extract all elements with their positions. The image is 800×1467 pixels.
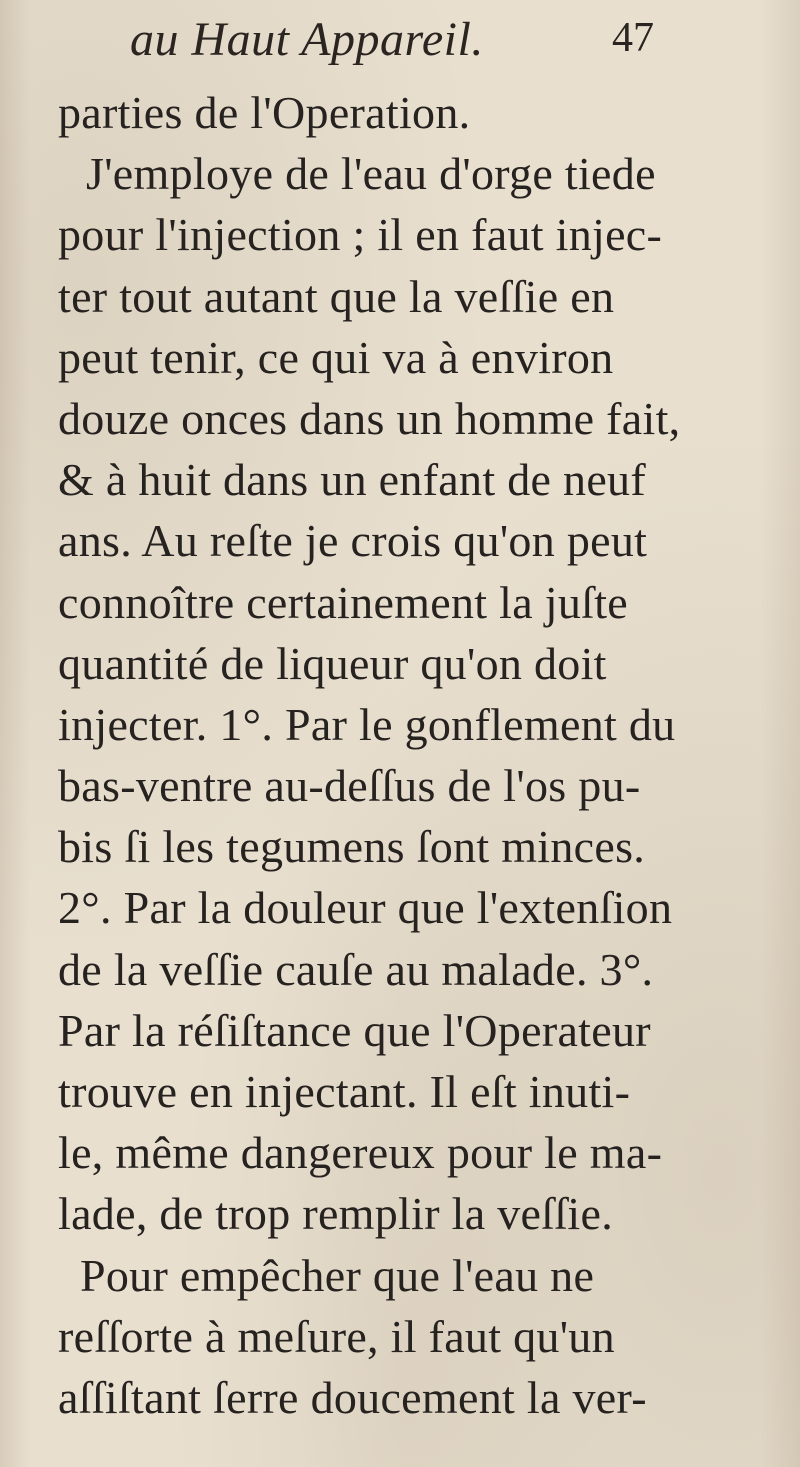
text-line: 2°. Par la douleur que l'extenſion <box>58 882 673 934</box>
text-line: bis ſi les tegumens ſont minces. <box>58 821 646 873</box>
text-line: quantité de liqueur qu'on doit <box>58 637 607 689</box>
text-line: parties de l'Operation. <box>58 87 471 138</box>
text-line: ter tout autant que la veſſie en <box>58 270 615 322</box>
text-line: le, même dangereux pour le ma- <box>58 1127 663 1179</box>
text-line: bas-ventre au-deſſus de l'os pu- <box>58 760 641 812</box>
text-line: connoître certainement la juſte <box>58 576 628 628</box>
text-line: Pour empêcher que l'eau ne <box>80 1249 595 1301</box>
page-number: 47 <box>612 15 654 61</box>
text-line: & à huit dans un enfant de neuf <box>58 454 646 506</box>
running-title: au Haut Appareil. <box>130 13 484 66</box>
text-line: reſſorte à meſure, il faut qu'un <box>58 1310 615 1362</box>
text-line: injecter. 1°. Par le gonflement du <box>58 698 676 750</box>
body-text <box>58 82 770 1428</box>
text-line: lade, de trop remplir la veſſie. <box>58 1188 613 1240</box>
text-line: peut tenir, ce qui va à environ <box>58 331 614 383</box>
text-line: aſſiſtant ſerre doucement la ver- <box>58 1371 647 1423</box>
text-line: J'employe de l'eau d'orge tiede <box>86 148 656 200</box>
text-line: douze onces dans un homme fait, <box>58 392 681 444</box>
page-header <box>0 8 800 78</box>
text-line: ans. Au reſte je crois qu'on peut <box>58 515 648 567</box>
text-line: de la veſſie cauſe au malade. 3°. <box>58 943 654 995</box>
text-line: pour l'injection ; il en faut injec- <box>58 209 663 261</box>
text-line: Par la réſiſtance que l'Operateur <box>58 1004 651 1056</box>
text-line: trouve en injectant. Il eſt inuti- <box>58 1066 631 1117</box>
